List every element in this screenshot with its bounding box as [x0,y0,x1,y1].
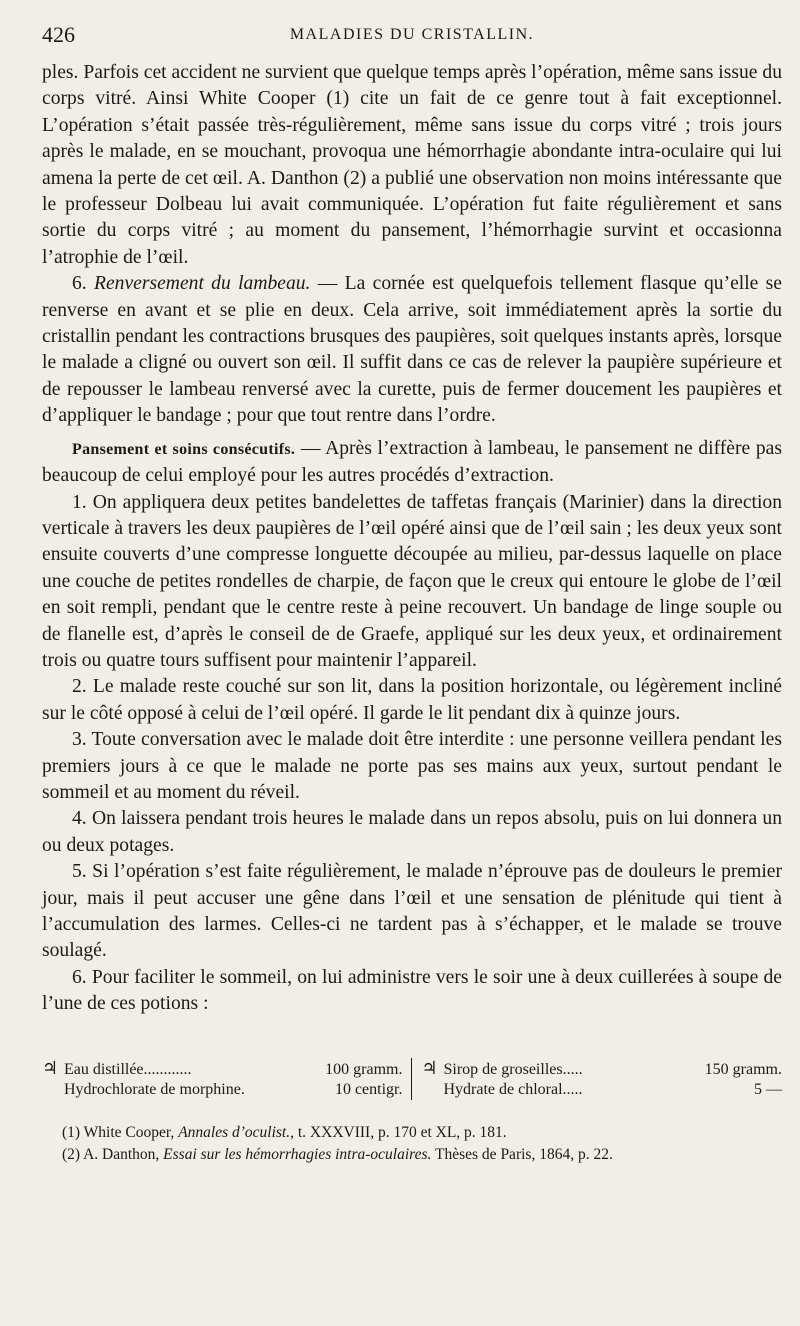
ingredient-quantity: 5 — [754,1080,782,1098]
footnote-2 [42,1144,782,1166]
paragraph-item-2: 2. Le malade reste couché sur son lit, dans la position horizontale, ou légèrement incliné sur le côté opposé à celui de l’œil opéré. Il garde le lit pendant dix à quinze jours. [42,676,782,724]
ingredient-quantity: 150 gramm. [704,1060,782,1078]
ingredient-name: Eau distillée............ [64,1060,192,1078]
paragraph-item-1: 1. On appliquera deux petites bandelettes de taffetas français (Marinier) dans la direction verticale à travers les deux paupières de l’œil opéré ainsi que de l’œil sain ; les deux yeux sont ensuite couverts d’une compresse longuette découpée au milieu, par-dessus laquelle on place une couche de petites rondelles de charpie, de façon que le creux qui entoure le globe de l’œil en soit rempli, pendant que le centre reste à peine recouvert. Un bandage de linge souple ou de flanelle est, d’après le conseil de de Graefe, appliqué sur les deux yeux, et ordinairement trois ou quatre tours suffisent pour maintenir l’appareil. [42,491,782,671]
footnote-1 [42,1122,782,1144]
prescription-left [42,1058,412,1100]
footnote-text: , t. XXXVIII, p. 170 et XL, p. 181. [290,1123,507,1141]
footnote-title-italic: Essai sur les hémorrhagies intra-oculaires. [163,1145,432,1163]
paragraph-renversement [42,271,782,429]
recipe-symbol-icon: ♃ [42,1057,59,1078]
footnotes [42,1122,782,1166]
paragraph-item-6: 6. Pour faciliter le sommeil, on lui administre vers le soir une à deux cuillerées à soupe de l’une de ces potions : [42,966,782,1015]
prescription-block [42,1058,782,1100]
page-number: 426 [42,22,75,47]
ingredient-name: Hydrate de chloral..... [443,1080,583,1098]
footnote-text: White Cooper, [80,1123,179,1141]
paragraph-pansement [42,436,782,490]
footnote-mark: (2) [62,1145,81,1163]
paragraph-item-5: 5. Si l’opération s’est faite régulièrement, le malade n’éprouve pas de douleurs le premier jour, mais il peut accuser une gêne dans l’œil et une sensation de plénitude qui tient à l’accumulation des larmes. Celles-ci ne tardent pas à s’échapper, et le malade se trouve soulagé. [42,861,782,962]
footnote-title-italic: Annales d’oculist. [178,1123,291,1141]
ingredient-name: Sirop de groseilles..... [443,1060,583,1078]
prescription-line [42,1058,403,1080]
recipe-symbol-icon: ♃ [421,1057,438,1078]
footnote-mark: (1) [62,1123,81,1141]
prescription-right [412,1058,783,1100]
paragraph-text: — La cornée est quelquefois tellement flasque qu’elle se renverse en avant et se plie en deux. Cela arrive, soit immédiatement après la sortie du cristallin pendant les contractions brusques des paupières, soit quelques instants après, lorsque le malade a cligné ou ouvert son œil. Il suffit dans ce cas de relever la paupière supérieure et de repousser le lambeau renversé avec la curette, puis de fermer doucement les paupières et d’appliquer le bandage ; pour que tout rentre dans l’ordre. [42,273,782,427]
paragraph-text: — Après l’extraction à lambeau, le pansement ne diffère pas beaucoup de celui employé pour les autres procédés d’extraction. [42,437,782,487]
paragraph-item-3: 3. Toute conversation avec le malade doit être interdite : une personne veillera pendant les premiers jours à ce que le malade ne porte pas ses mains aux yeux, surtout pendant le sommeil et au moment du réveil. [42,729,782,803]
running-title: MALADIES DU CRISTALLIN. [289,26,535,43]
section-heading: Pansement et soins consécutifs. [72,440,296,458]
prescription-line [42,1080,403,1100]
footnote-text: A. Danthon, [80,1145,164,1163]
prescription-line [422,1058,783,1080]
page-header [42,22,782,60]
paragraph-item-4: 4. On laissera pendant trois heures le malade dans un repos absolu, puis on lui donnera un ou deux potages. [42,808,782,856]
section-title-italic: Renversement du lambeau. [94,273,311,295]
item-number: 6. [72,273,94,295]
body-text [42,60,782,1018]
ingredient-name: Hydrochlorate de morphine. [64,1080,245,1098]
ingredient-quantity: 100 gramm. [325,1060,403,1078]
paragraph-hemorrhage: ples. Parfois cet accident ne survient que quelque temps après l’opération, même sans issue du corps vitré. Ainsi White Cooper (1) cite un fait de ce genre tout à fait exceptionnel. L’opération s’était passée très-régulièrement, même sans issue du corps vitré ; trois jours après le malade, en se mouchant, provoqua une hémorrhagie abondante intra-oculaire qui lui amena la perte de cet œil. A. Danthon (2) a publié une observation non moins intéressante que le professeur Dolbeau lui avait communiquée. L’opération fut faite régulièrement et sans sortie du corps vitré ; au moment du pansement, l’hémorrhagie survint et occasionna l’atrophie de l’œil. [42,62,782,268]
prescription-line [422,1080,783,1100]
ingredient-quantity: 10 centigr. [334,1080,403,1098]
footnote-text: Thèses de Paris, 1864, p. 22. [431,1145,613,1163]
